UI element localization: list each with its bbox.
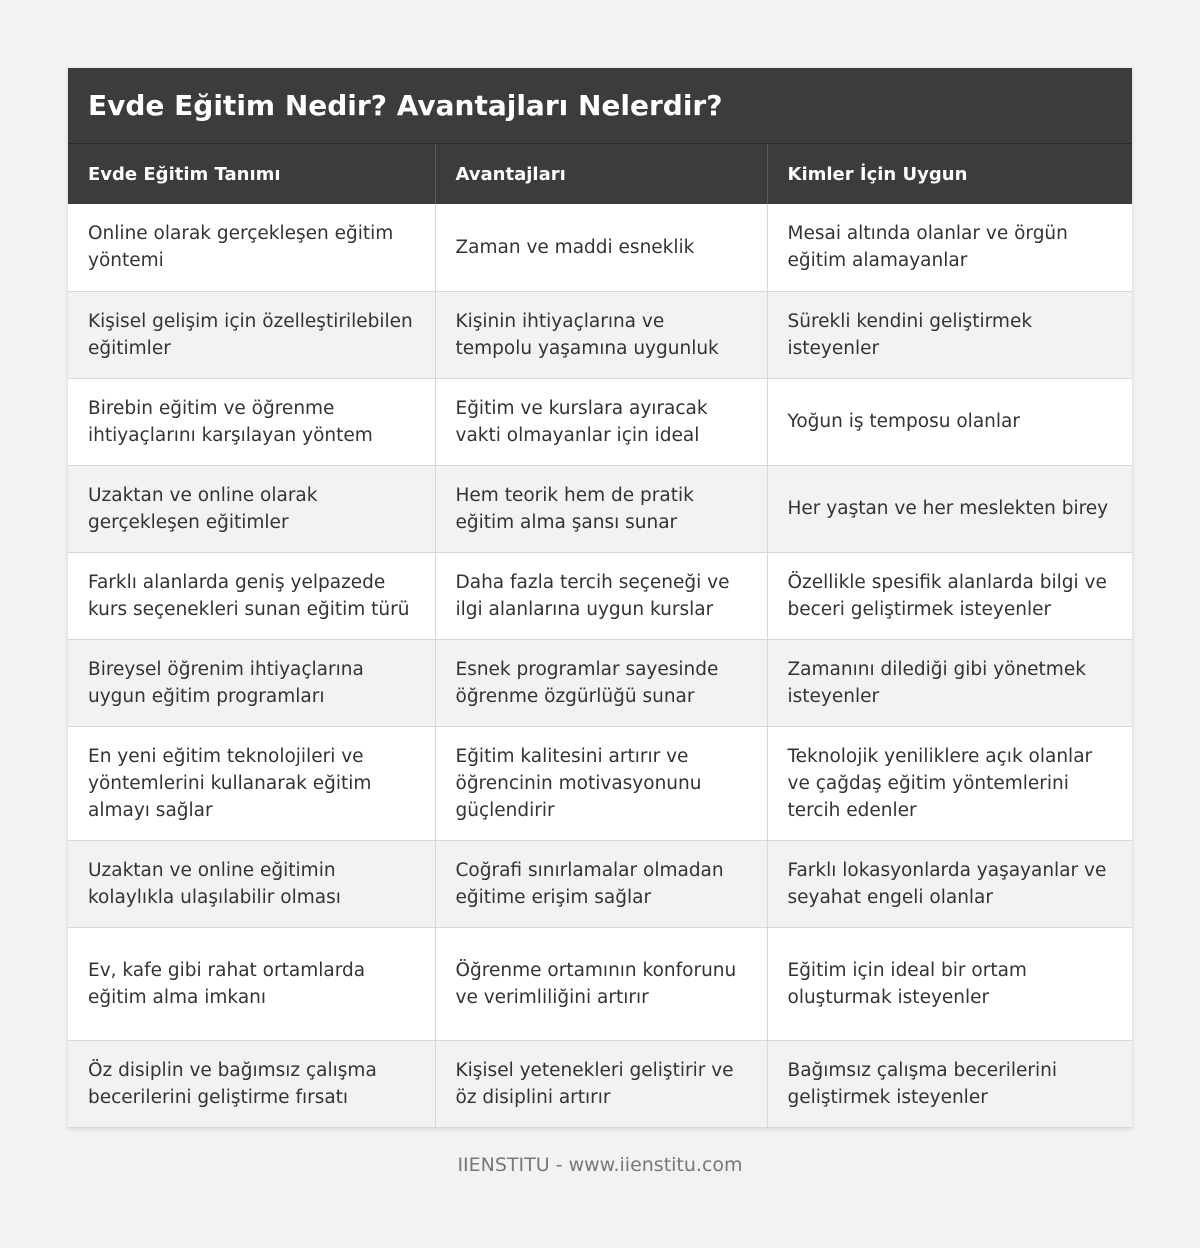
title-bar [68,68,1132,144]
table-cell: Coğrafi sınırlamalar olmadan eğitime erişim sağlar [435,840,767,927]
table-cell: Mesai altında olanlar ve örgün eğitim alamayanlar [767,204,1132,291]
table-row [68,1040,1132,1127]
table-cell: Teknolojik yeniliklere açık olanlar ve çağdaş eğitim yöntemlerini tercih edenler [767,726,1132,840]
table-cell: Daha fazla tercih seçeneği ve ilgi alanlarına uygun kurslar [435,552,767,639]
table-cell: Yoğun iş temposu olanlar [767,378,1132,465]
table-cell: Hem teorik hem de pratik eğitim alma şansı sunar [435,465,767,552]
table-cell: Kişinin ihtiyaçlarına ve tempolu yaşamına uygunluk [435,291,767,378]
table-cell: Kişisel yetenekleri geliştirir ve öz disiplini artırır [435,1040,767,1127]
table-row [68,204,1132,291]
table-row [68,927,1132,1040]
table-cell: Her yaştan ve her meslekten birey [767,465,1132,552]
table-cell: Eğitim ve kurslara ayıracak vakti olmayanlar için ideal [435,378,767,465]
table-cell: Uzaktan ve online olarak gerçekleşen eğitimler [68,465,435,552]
table-row [68,291,1132,378]
table-row [68,840,1132,927]
table-row [68,726,1132,840]
table-row [68,465,1132,552]
table-cell: Farklı alanlarda geniş yelpazede kurs seçenekleri sunan eğitim türü [68,552,435,639]
table-cell: Uzaktan ve online eğitimin kolaylıkla ulaşılabilir olması [68,840,435,927]
column-header-definition: Evde Eğitim Tanımı [68,144,435,204]
table-cell: En yeni eğitim teknolojileri ve yöntemlerini kullanarak eğitim almayı sağlar [68,726,435,840]
header-row [68,144,1132,204]
page-title: Evde Eğitim Nedir? Avantajları Nelerdir? [88,89,723,122]
table-cell: Zamanını dilediği gibi yönetmek isteyenler [767,639,1132,726]
table-cell: Eğitim için ideal bir ortam oluşturmak isteyenler [767,927,1132,1040]
data-table [68,144,1132,1128]
column-header-advantages: Avantajları [435,144,767,204]
column-header-suitable-for: Kimler İçin Uygun [767,144,1132,204]
table-cell: Ev, kafe gibi rahat ortamlarda eğitim alma imkanı [68,927,435,1040]
table-cell: Eğitim kalitesini artırır ve öğrencinin motivasyonunu güçlendirir [435,726,767,840]
table-row [68,378,1132,465]
footer-credit: IIENSTITU - www.iienstitu.com [457,1154,743,1176]
table-cell: Birebin eğitim ve öğrenme ihtiyaçlarını karşılayan yöntem [68,378,435,465]
table-cell: Sürekli kendini geliştirmek isteyenler [767,291,1132,378]
table-cell: Esnek programlar sayesinde öğrenme özgürlüğü sunar [435,639,767,726]
table-cell: Öz disiplin ve bağımsız çalışma becerilerini geliştirme fırsatı [68,1040,435,1127]
table-cell: Kişisel gelişim için özelleştirilebilen eğitimler [68,291,435,378]
table-cell: Zaman ve maddi esneklik [435,204,767,291]
table-cell: Bireysel öğrenim ihtiyaçlarına uygun eğitim programları [68,639,435,726]
table-cell: Öğrenme ortamının konforunu ve verimliliğini artırır [435,927,767,1040]
table-cell: Bağımsız çalışma becerilerini geliştirmek isteyenler [767,1040,1132,1127]
table-cell: Online olarak gerçekleşen eğitim yöntemi [68,204,435,291]
table-cell: Farklı lokasyonlarda yaşayanlar ve seyahat engeli olanlar [767,840,1132,927]
table-cell: Özellikle spesifik alanlarda bilgi ve beceri geliştirmek isteyenler [767,552,1132,639]
table-row [68,639,1132,726]
table-row [68,552,1132,639]
table-card [68,68,1132,1128]
